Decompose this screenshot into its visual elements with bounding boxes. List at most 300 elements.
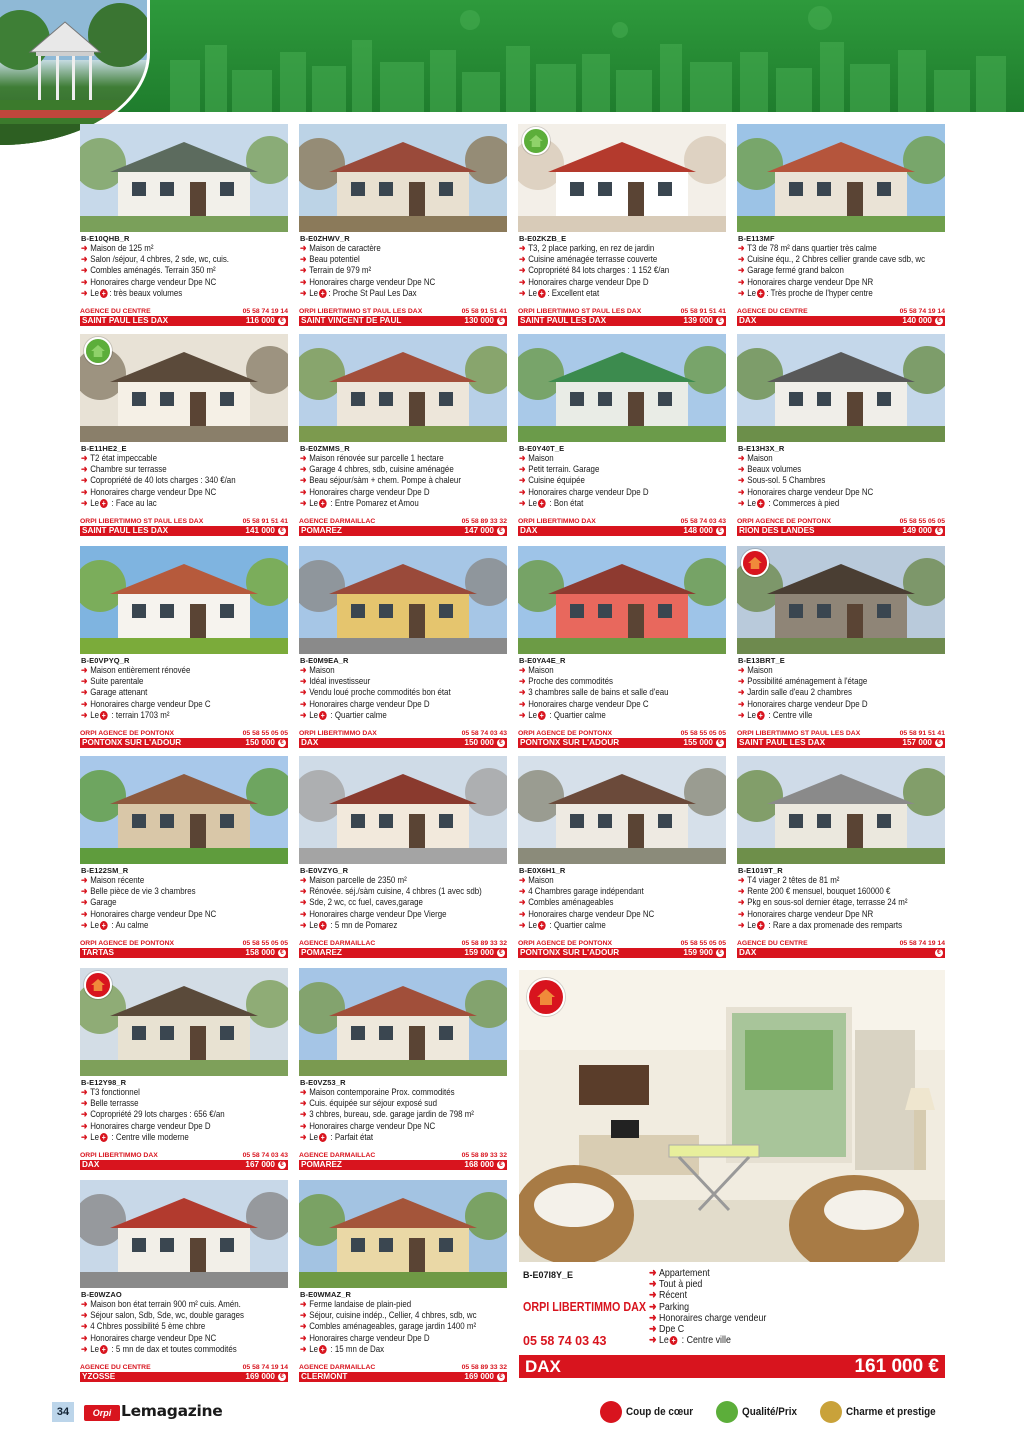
feature-line: ➜ Maison entièrement rénovée [81,665,191,675]
arrow-icon: ➜ [81,1131,88,1142]
listing-ref: B-E0ZMMS_R [300,444,350,453]
feature-line: ➜ Maison [738,453,773,463]
arrow-icon: ➜ [519,919,526,930]
listing-card[interactable] [299,1180,507,1382]
featured-photo [519,970,945,1262]
arrow-icon: ➜ [81,453,88,463]
feature-line: ➜ Séjour, cuisine indép., Cellier, 4 chbres, sdb, wc [300,1310,477,1321]
arrow-icon: ➜ [81,265,88,276]
plus-icon: + [320,1132,325,1142]
feature-line: ➜ Garage fermé grand balcon [738,265,844,276]
price: 150 000 [464,738,494,747]
agency-row [80,730,288,738]
arrow-icon: ➜ [738,698,745,709]
arrow-icon: ➜ [519,254,526,265]
agency-row [80,518,288,526]
price-bar [80,738,288,748]
arrow-icon: ➜ [300,886,307,897]
arrow-icon: ➜ [300,897,307,908]
featured-listing[interactable] [519,970,945,1380]
feature-line: ➜ Sous-sol. 5 Chambres [738,475,826,486]
legend-coup-de-coeur [600,1400,701,1424]
price-bar [737,316,945,326]
feature-line: ➜ Honoraires charge vendeur Dpe C [81,698,211,709]
listing-ref: B-E0WMAZ_R [300,1290,351,1299]
feature-line: ➜ Maison bon état terrain 900 m² cuis. Amén. [81,1299,241,1309]
arrow-icon: ➜ [81,919,88,930]
legend-qualite-prix [716,1400,803,1424]
agency-phone: 05 58 74 19 14 [242,1364,288,1371]
highlight-line: ➜ Le + : Commerces à pied [738,497,840,508]
price-bar [518,948,726,958]
arrow-icon: ➜ [649,1335,657,1347]
listing-ref: B-E0VZ53_R [300,1078,346,1087]
feature-line: ➜ Maison [300,665,335,675]
feature-line: ➜ Récent [649,1290,688,1302]
price: 148 000 [683,526,713,535]
arrow-icon: ➜ [81,475,88,486]
listing-card[interactable] [737,334,945,536]
arrow-icon: ➜ [519,287,526,298]
highlight-line: ➜ Le + : Quartier calme [519,919,606,930]
arrow-icon: ➜ [81,243,88,253]
agency-name: AGENCE DARMAILLAC [299,1364,376,1371]
feature-line: ➜ 4 Chambres garage indépendant [519,886,644,897]
property-photo [80,756,288,864]
featured-description [649,1268,939,1346]
feature-line: ➜ 3 chambres salle de bains et salle d'eau [519,687,669,698]
city: SAINT PAUL LES DAX [520,316,607,325]
arrow-icon: ➜ [519,908,526,919]
listing-card[interactable] [518,124,726,326]
featured-city: DAX [525,1356,561,1376]
plus-icon: + [758,710,763,720]
agency-name: ORPI LIBERTIMMO DAX [518,518,596,525]
city: SAINT VINCENT DE PAUL [301,316,402,325]
property-photo [299,756,507,864]
arrow-icon: ➜ [300,464,307,475]
feature-line: ➜ Honoraires charge vendeur Dpe NC [81,908,217,919]
plus-icon: + [758,498,763,508]
listing-description [738,665,944,721]
price: 139 000 [683,316,713,325]
feature-line: ➜ Honoraires charge vendeur Dpe D [300,698,430,709]
price: 140 000 [902,316,932,325]
arrow-icon: ➜ [649,1279,657,1291]
price: 147 000 [464,526,494,535]
listing-description [81,453,287,509]
arrow-icon: ➜ [649,1301,657,1313]
agency-phone: 05 58 91 51 41 [242,518,288,525]
listing-ref: B-E0M9EA_R [300,656,349,665]
euro-icon: € [716,739,724,747]
agency-row [518,940,726,948]
featured-price-bar [519,1355,945,1378]
feature-line: ➜ Honoraires charge vendeur Dpe NR [738,908,874,919]
listing-description [81,1087,287,1143]
arrow-icon: ➜ [519,709,526,720]
property-photo [80,124,288,232]
feature-line: ➜ Sde, 2 wc, cc fuel, caves,garage [300,897,423,908]
listing-ref: B-E13BRT_E [738,656,785,665]
arrow-icon: ➜ [81,875,88,885]
city: TARTAS [82,948,114,957]
agency-phone: 05 58 74 19 14 [899,308,945,315]
city: DAX [739,948,757,957]
arrow-icon: ➜ [738,243,745,253]
agency-phone: 05 58 55 05 05 [680,730,726,737]
featured-phone[interactable]: 05 58 74 03 43 [523,1334,607,1348]
arrow-icon: ➜ [738,287,745,298]
listing-description [738,875,944,931]
highlight-line: ➜ Le + : Bon état [519,497,584,508]
price-bar [518,316,726,326]
feature-line: ➜ Beau potentiel [300,254,360,265]
agency-row [80,308,288,316]
feature-line: ➜ Combles aménageables [519,897,614,908]
listing-card[interactable] [80,756,288,958]
arrow-icon: ➜ [81,698,88,709]
coup-de-coeur-badge-icon [527,978,565,1016]
property-photo [80,546,288,654]
feature-line: ➜ Idéal investisseur [300,676,371,687]
euro-icon: € [497,527,505,535]
agency-name: ORPI LIBERTIMMO ST PAUL LES DAX [518,308,642,315]
feature-line: ➜ Combles aménagés. Terrain 350 m² [81,265,216,276]
highlight-line: ➜ Le + : Rare a dax promenade des remparts [738,919,903,930]
feature-line: ➜ Pkg en sous-sol dernier étage, terrasse 24 m² [738,897,908,908]
listing-card[interactable] [80,124,288,326]
agency-phone: 05 58 89 33 32 [461,1364,507,1371]
arrow-icon: ➜ [81,464,88,475]
coup-de-coeur-icon [600,1401,622,1423]
legend-label: Charme et prestige [846,1406,936,1418]
feature-line: ➜ Honoraires charge vendeur Dpe D [81,1120,211,1131]
feature-line: ➜ Maison parcelle de 2350 m² [300,875,407,885]
plus-icon: + [539,920,544,930]
arrow-icon: ➜ [300,875,307,885]
qualite-prix-badge-icon [522,127,550,155]
coup-de-coeur-badge-icon [741,549,769,577]
feature-line: ➜ Appartement [649,1268,710,1279]
listing-card[interactable] [80,546,288,748]
agency-name: AGENCE DU CENTRE [737,308,808,315]
euro-icon: € [935,739,943,747]
arrow-icon: ➜ [649,1268,657,1279]
arrow-icon: ➜ [300,1098,307,1109]
arrow-icon: ➜ [738,254,745,265]
agency-name: ORPI LIBERTIMMO ST PAUL LES DAX [737,730,861,737]
arrow-icon: ➜ [81,897,88,908]
plus-icon: + [539,288,544,298]
highlight-line: ➜ Le + : très beaux volumes [81,287,183,298]
city: POMAREZ [301,948,342,957]
arrow-icon: ➜ [81,486,88,497]
listing-card[interactable] [299,334,507,536]
agency-row [299,518,507,526]
euro-icon: € [278,317,286,325]
listing-description [300,453,506,509]
arrow-icon: ➜ [300,1343,307,1354]
euro-icon: € [497,317,505,325]
agency-name: AGENCE DU CENTRE [80,308,151,315]
listing-card[interactable] [299,546,507,748]
arrow-icon: ➜ [738,919,745,930]
agency-name: ORPI AGENCE DE PONTONX [80,730,175,737]
arrow-icon: ➜ [519,886,526,897]
arrow-icon: ➜ [300,287,307,298]
price-bar [737,738,945,748]
listing-ref: B-E0VZYG_R [300,866,349,875]
highlight-line: ➜ Le + : Face au lac [81,497,157,508]
euro-icon: € [278,1161,286,1169]
city: DAX [301,738,319,747]
plus-icon: + [320,498,325,508]
agency-row [299,308,507,316]
listing-ref: B-E0ZHWV_R [300,234,350,243]
highlight-line: ➜ Le + : Très proche de l'hyper centre [738,287,873,298]
arrow-icon: ➜ [300,1310,307,1321]
feature-line: ➜ Honoraires charge vendeur Dpe D [738,698,868,709]
city: SAINT PAUL LES DAX [739,738,826,747]
feature-line: ➜ Vendu loué proche commodités bon état [300,687,451,698]
city: DAX [739,316,757,325]
listing-description [81,665,287,721]
agency-row [518,518,726,526]
agency-name: ORPI LIBERTIMMO ST PAUL LES DAX [299,308,423,315]
arrow-icon: ➜ [81,908,88,919]
feature-line: ➜ Honoraires charge vendeur Dpe NC [519,908,655,919]
arrow-icon: ➜ [300,497,307,508]
listing-description [81,1299,287,1355]
feature-line: ➜ Honoraires charge vendeur Dpe D [300,486,430,497]
city-skyline-decoration [0,0,1024,112]
plus-icon: + [101,288,106,298]
feature-line: ➜ Combles aménageables, garage jardin 1400 m² [300,1321,477,1332]
listing-card[interactable] [518,546,726,748]
city: CLERMONT [301,1372,348,1381]
highlight-line: ➜ Le + : Centre ville [649,1335,731,1347]
feature-line: ➜ Honoraires charge vendeur Dpe NR [738,276,874,287]
listing-card[interactable] [737,756,945,958]
feature-line: ➜ Rénovée. séj./sàm cuisine, 4 chbres (1 avec sdb) [300,886,482,897]
qualite-prix-icon [716,1401,738,1423]
feature-line: ➜ T3 fonctionnel [81,1087,140,1097]
arrow-icon: ➜ [300,486,307,497]
property-photo [737,334,945,442]
arrow-icon: ➜ [300,1120,307,1131]
feature-line: ➜ Chambre sur terrasse [81,464,167,475]
feature-line: ➜ Honoraires charge vendeur Dpe Vierge [300,908,447,919]
arrow-icon: ➜ [738,886,745,897]
agency-name: ORPI AGENCE DE PONTONX [518,730,613,737]
euro-icon: € [716,527,724,535]
feature-line: ➜ Beau séjour/sàm + chem. Pompe à chaleur [300,475,461,486]
listing-card[interactable] [80,1180,288,1382]
agency-phone: 05 58 74 03 43 [242,1152,288,1159]
arrow-icon: ➜ [300,1131,307,1142]
featured-price: 161 000 € [854,1355,939,1377]
arrow-icon: ➜ [81,665,88,675]
listing-ref: B-E0WZAO [81,1290,122,1299]
arrow-icon: ➜ [519,497,526,508]
feature-line: ➜ Ferme landaise de plain-pied [300,1299,412,1309]
feature-line: ➜ Rente 200 € mensuel, bouquet 160000 € [738,886,891,897]
highlight-line: ➜ Le + : Centre ville moderne [81,1131,189,1142]
feature-line: ➜ T4 viager 2 têtes de 81 m² [738,875,840,885]
header-banner [0,0,1024,112]
listing-card[interactable] [80,334,288,536]
featured-ref: B-E07I8Y_E [523,1270,574,1280]
arrow-icon: ➜ [519,676,526,687]
listing-card[interactable] [518,756,726,958]
arrow-icon: ➜ [81,1098,88,1109]
arrow-icon: ➜ [738,265,745,276]
listing-ref: B-E13H3X_R [738,444,785,453]
feature-line: ➜ Maison récente [81,875,145,885]
arrow-icon: ➜ [519,464,526,475]
euro-icon: € [278,739,286,747]
plus-icon: + [101,920,106,930]
plus-icon: + [758,288,763,298]
listing-card[interactable] [299,968,507,1170]
listing-description [300,243,506,299]
arrow-icon: ➜ [738,709,745,720]
feature-line: ➜ Possibilité aménagement à l'étage [738,676,868,687]
euro-icon: € [497,949,505,957]
euro-icon: € [497,1373,505,1381]
feature-line: ➜ Copropriété 29 lots charges : 656 €/an [81,1109,225,1120]
feature-line: ➜ Garage attenant [81,687,148,698]
legend-charme-prestige [820,1400,946,1424]
plus-icon: + [320,1344,325,1354]
arrow-icon: ➜ [300,1087,307,1097]
price-bar [299,526,507,536]
agency-name: AGENCE DARMAILLAC [299,1152,376,1159]
price: 116 000 [245,316,275,325]
property-photo [737,124,945,232]
property-photo [518,124,726,232]
listing-card[interactable] [737,546,945,748]
arrow-icon: ➜ [519,453,526,463]
feature-line: ➜ T2 état impeccable [81,453,157,463]
arrow-icon: ➜ [81,1299,88,1309]
arrow-icon: ➜ [300,687,307,698]
arrow-icon: ➜ [519,243,526,253]
feature-line: ➜ Terrain de 979 m² [300,265,372,276]
price-bar [80,1160,288,1170]
featured-agency: ORPI LIBERTIMMO DAX [523,1300,647,1314]
price-bar [299,1372,507,1382]
property-photo [80,1180,288,1288]
magazine-title: Lemagazine [121,1402,223,1420]
arrow-icon: ➜ [519,687,526,698]
agency-row [299,940,507,948]
arrow-icon: ➜ [300,676,307,687]
euro-icon: € [935,949,943,957]
listing-ref: B-E1019T_R [738,866,783,875]
plus-icon: + [101,1132,106,1142]
highlight-line: ➜ Le + : terrain 1703 m² [81,709,170,720]
feature-line: ➜ Honoraires charge vendeur Dpe D [300,1332,430,1343]
agency-row [80,940,288,948]
price: 168 000 [464,1160,494,1169]
city: YZOSSE [82,1372,116,1381]
price-bar [299,1160,507,1170]
agency-row [80,1364,288,1372]
price-bar [80,948,288,958]
price-bar [299,738,507,748]
agency-phone: 05 58 55 05 05 [242,730,288,737]
property-photo [518,546,726,654]
feature-line: ➜ Honoraires charge vendeur Dpe NC [300,1120,436,1131]
arrow-icon: ➜ [300,265,307,276]
listing-card[interactable] [737,124,945,326]
price-bar [299,316,507,326]
arrow-icon: ➜ [519,897,526,908]
feature-line: ➜ Honoraires charge vendeur Dpe D [519,486,649,497]
listing-card[interactable] [299,124,507,326]
feature-line: ➜ Petit terrain. Garage [519,464,600,475]
price: 155 000 [683,738,713,747]
feature-line: ➜ Honoraires charge vendeur Dpe NC [300,276,436,287]
euro-icon: € [935,527,943,535]
price: 167 000 [245,1160,275,1169]
city: DAX [520,526,538,535]
feature-line: ➜ 4 Chbres possibilité 5 ème chbre [81,1321,206,1332]
listing-card[interactable] [518,334,726,536]
arrow-icon: ➜ [738,497,745,508]
listing-description [81,243,287,299]
feature-line: ➜ Garage 4 chbres, sdb, cuisine aménagée [300,464,454,475]
price-bar [299,948,507,958]
listing-card[interactable] [299,756,507,958]
arrow-icon: ➜ [81,1321,88,1332]
property-photo [518,334,726,442]
feature-line: ➜ Maison contemporaine Prox. commodités [300,1087,455,1097]
listing-description [519,243,725,299]
feature-line: ➜ Tout à pied [649,1279,703,1291]
arrow-icon: ➜ [300,919,307,930]
city: SAINT PAUL LES DAX [82,316,169,325]
agency-row [299,1364,507,1372]
arrow-icon: ➜ [738,486,745,497]
agency-phone: 05 58 89 33 32 [461,518,507,525]
feature-line: ➜ Honoraires charge vendeur Dpe C [519,698,649,709]
arrow-icon: ➜ [300,1321,307,1332]
listing-description [300,665,506,721]
listing-ref: B-E113MF [738,234,775,243]
price: 130 000 [464,316,494,325]
listing-card[interactable] [80,968,288,1170]
agency-row [80,1152,288,1160]
euro-icon: € [935,317,943,325]
agency-name: ORPI AGENCE DE PONTONX [80,940,175,947]
agency-phone: 05 58 91 51 41 [461,308,507,315]
agency-row [737,730,945,738]
city: DAX [82,1160,100,1169]
feature-line: ➜ 3 chbres, bureau, sde. garage jardin de 798 m² [300,1109,474,1120]
price: 159 900 [683,948,713,957]
highlight-line: ➜ Le + : 5 mn de dax et toutes commodités [81,1343,237,1354]
agency-name: ORPI LIBERTIMMO ST PAUL LES DAX [80,518,204,525]
listing-ref: B-E0ZKZB_E [519,234,567,243]
price: 141 000 [245,526,275,535]
city: PONTONX SUR L'ADOUR [520,948,620,957]
euro-icon: € [278,949,286,957]
agency-name: ORPI LIBERTIMMO DAX [299,730,377,737]
city: POMAREZ [301,526,342,535]
